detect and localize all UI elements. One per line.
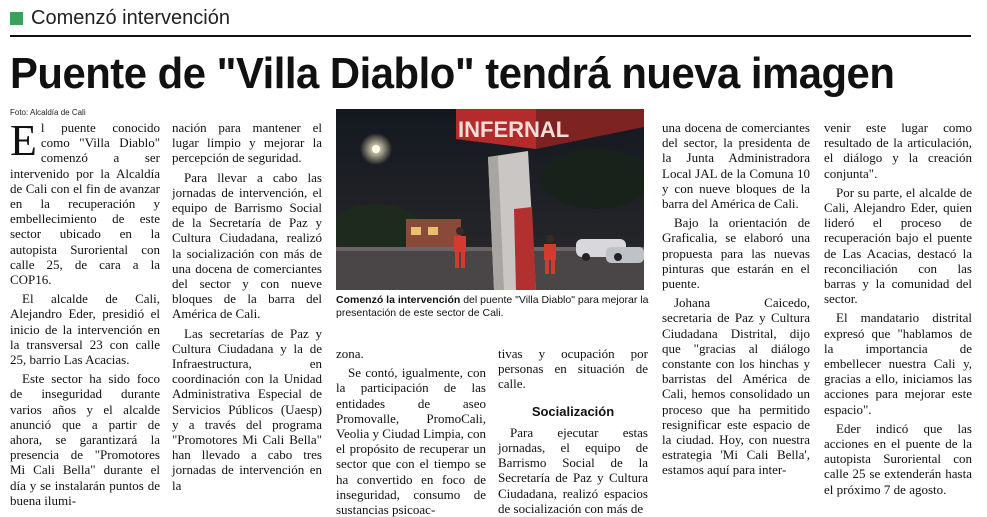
section-square-icon	[10, 12, 23, 25]
paragraph: tivas y ocupación por personas en situación de calle.	[498, 346, 648, 392]
subhead: Socialización	[531, 403, 615, 419]
header-rule	[10, 35, 971, 37]
paragraph: Eder indicó que las acciones en el puente de la autopista Suroriental con calle 25 se extenderán hasta el próximo 7 de agosto.	[824, 420, 972, 497]
paragraph: Este sector ha sido foco de inseguridad durante varios años y el alcalde anunció que a partir de ahora, se garantizará la presencia de "Promotores Mi Cali Bella" durante el día y se instalarán puntos de buena ilumi-	[10, 371, 160, 508]
caption-lead: Comenzó la intervención	[336, 294, 461, 306]
paragraph: Las secretarías de Paz y Cultura Ciudadana y la de Infraestructura, en coordinación con la Unidad Administrativa Especial de Servicios Públicos (Uaesp) y a través del programa "Promotores Mi Cali Bella" han llevado a cabo tres jornadas de intervención en la	[172, 325, 322, 493]
headline: Puente de "Villa Diablo" tendrá nueva imagen	[10, 49, 895, 98]
paragraph: Johana Caicedo, secretaria de Paz y Cultura Ciudadana Distrital, dijo que "gracias al diálogo constante con los hinchas y barristas del América de Cali, hemos consolidado un proceso que ha permitido resignificar este espacio de la ciudad. Hoy, con nuestra estrategia 'Mi Cali Bella', estamos aquí para inter-	[662, 295, 810, 478]
article-photo	[336, 109, 644, 290]
paragraph: venir este lugar como resultado de la articulación, el diálogo y la creación conjunta".	[824, 120, 972, 181]
photo-caption	[336, 294, 652, 320]
photo-credit: Foto: Alcaldía de Cali	[10, 108, 86, 117]
paragraph: El puente conocido como "Villa Diablo" comenzó a ser intervenido por la Alcaldía de Cali con el fin de avanzar en la recuperación y embellecimiento de este sector ubicado en la autopista Suroriental con calle 25, de cara a la COP16.	[10, 116, 160, 288]
section-label: Comenzó intervención	[31, 6, 230, 29]
paragraph: Para llevar a cabo las jornadas de intervención, el equipo de Barrismo Social de la Secretaría de Paz y Cultura Ciudadana, realizó la socialización con más de una docena de comerciantes del sector y con nueve bloques de la barra del América de Cali.	[172, 169, 322, 322]
article-column-6	[824, 120, 972, 497]
article-column-2	[172, 120, 322, 493]
paragraph: El alcalde de Cali, Alejandro Eder, presidió el inicio de la intervención en la transversal 23 con calle 25, barrio Las Acacias.	[10, 291, 160, 368]
paragraph: zona.	[336, 346, 364, 361]
paragraph: Se contó, igualmente, con la participación de las entidades de aseo Promovalle, PromoCali, Veolia y Ciudad Limpia, con el propósito de recuperar un sector que con el tiempo se ha convertido en foco de inseguridad, consumo de sustancias psicoac-	[336, 365, 486, 517]
paragraph: El mandatario distrital expresó que "hablamos de la importancia de embellecer nuestra Cali y, gracias a ello, iniciamos las acciones para mejorar este espacio".	[824, 310, 972, 417]
article-column-1	[10, 116, 160, 508]
article-column-3	[336, 346, 486, 517]
paragraph: una docena de comerciantes del sector, la presidenta de la Junta Administradora Local JAL de la Comuna 10 y con nueve bloques de la barra del América de Cali.	[662, 120, 810, 212]
caption-text: del puente "Villa Diablo" para mejorar la presentación de este sector de Cali.	[336, 294, 649, 319]
paragraph: nación para mantener el lugar limpio y mejorar la percepción de seguridad.	[172, 120, 322, 166]
drop-cap: E	[10, 116, 37, 165]
section-kicker	[10, 6, 230, 30]
paragraph: Por su parte, el alcalde de Cali, Alejandro Eder, quien lideró el proceso de recuperación bajo el puente de Las Acacias, destacó la reconciliación con las barras y la comunidad del sector.	[824, 184, 972, 307]
paragraph: Bajo la orientación de Graficalia, se elaboró una propuesta para las nuevas pinturas que estarán en el puente.	[662, 215, 810, 292]
article-column-4	[498, 346, 648, 516]
bridge-photo-image	[336, 109, 644, 290]
paragraph: Para ejecutar estas jornadas, el equipo de Barrismo Social de la Secretaría de Paz y Cultura Ciudadana, realizó espacios de socialización con más de	[498, 424, 648, 516]
article-column-5	[662, 120, 810, 478]
bridge-sign-text: INFERNAL	[458, 117, 570, 142]
